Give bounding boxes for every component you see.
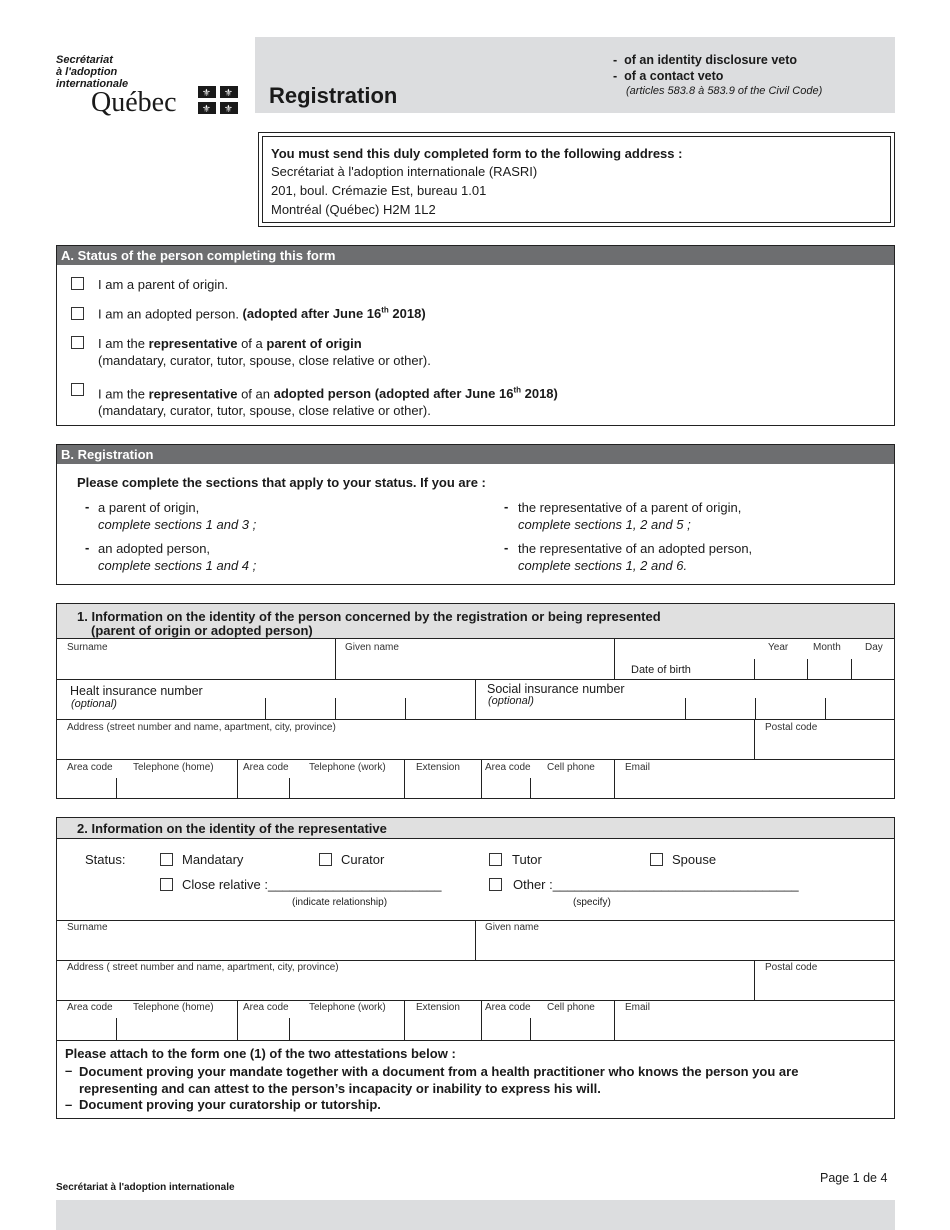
svg-text:⚜: ⚜ (224, 88, 233, 99)
extension-label: Extension (416, 762, 460, 773)
rep-surname-label: Surname (67, 922, 108, 933)
footer-bar (56, 1200, 895, 1230)
date-of-birth-label: Date of birth (631, 664, 691, 676)
rep-home-phone-field[interactable] (117, 1019, 236, 1039)
section-1-title (57, 604, 894, 639)
extension-field[interactable] (405, 779, 480, 798)
parent-of-origin-checkbox[interactable] (71, 277, 84, 290)
curator-checkbox[interactable] (319, 853, 332, 866)
address-intro: You must send this duly completed form to the following address : (271, 146, 683, 161)
work-area-code-field[interactable] (238, 779, 288, 798)
postal-code-label: Postal code (765, 722, 818, 733)
header-item-2: - of a contact veto (613, 69, 724, 83)
month-label: Month (813, 642, 841, 653)
area-code-label: Area code (243, 762, 289, 773)
other-checkbox[interactable] (489, 878, 502, 891)
rep-postal-code-field[interactable] (755, 974, 894, 999)
address-line-1: Secrétariat à l'adoption internationale (RASRI) (271, 164, 538, 179)
address-line-2: 201, boul. Crémazie Est, bureau 1.01 (271, 183, 487, 198)
rep-given-name-label: Given name (485, 922, 539, 933)
tutor-label: Tutor (512, 852, 542, 867)
section-b-item: a parent of origin, complete sections 1 and 3 ; (98, 500, 257, 532)
extension-label: Extension (416, 1002, 460, 1013)
telephone-work-label: Telephone (work) (309, 762, 386, 773)
curator-label: Curator (341, 852, 385, 867)
section-a-title: A. Status of the person completing this form (57, 246, 894, 265)
area-code-label: Area code (67, 762, 113, 773)
email-field[interactable] (615, 779, 894, 798)
email-label: Email (625, 762, 651, 773)
adopted-person-checkbox[interactable] (71, 307, 84, 320)
section-2-title (57, 818, 894, 839)
given-name-field[interactable] (336, 654, 613, 678)
area-code-label: Area code (485, 762, 531, 773)
section-b-intro: Please complete the sections that apply to your status. If you are : (77, 475, 486, 490)
section-2-title-text: 2. Information on the identity of the representative (77, 821, 387, 836)
section-b-bullet: - (85, 540, 90, 555)
cell-phone-label: Cell phone (547, 762, 595, 773)
mandatary-label: Mandatary (182, 852, 244, 867)
indicate-relationship-hint: (indicate relationship) (292, 897, 388, 908)
work-phone-field[interactable] (290, 779, 403, 798)
section-b-item: an adopted person, complete sections 1 and 4 ; (98, 541, 257, 573)
rep-extension-field[interactable] (405, 1019, 480, 1039)
sin-label: Social insurance number (487, 682, 625, 696)
section-1-title-line-2: (parent of origin or adopted person) (91, 623, 313, 638)
cell-phone-field[interactable] (531, 779, 613, 798)
page-number: Page 1 de 4 (820, 1171, 888, 1185)
section-b-item: the representative of an adopted person, complete sections 1, 2 and 6. (518, 541, 753, 573)
footer-org: Secrétariat à l'adoption internationale (56, 1182, 235, 1193)
area-code-label: Area code (243, 1002, 289, 1013)
close-relative-field[interactable]: Close relative :________________________ (182, 877, 442, 892)
home-area-code-field[interactable] (58, 779, 115, 798)
status-label: Status: (85, 852, 126, 867)
birth-year-field[interactable] (755, 660, 806, 679)
birth-month-field[interactable] (808, 660, 850, 679)
logo-line-3: internationale (56, 78, 129, 90)
section-2 (56, 817, 895, 1119)
rep-parent-checkbox[interactable] (71, 336, 84, 349)
rep-work-phone-field[interactable] (290, 1019, 403, 1039)
specify-hint: (specify) (573, 897, 611, 908)
rep-postal-code-label: Postal code (765, 962, 818, 973)
sin-optional: (optional) (488, 695, 534, 707)
spouse-checkbox[interactable] (650, 853, 663, 866)
logo-wordmark: Québec (91, 87, 177, 118)
close-relative-checkbox[interactable] (160, 878, 173, 891)
rep-adopted-label: I am the representative of an adopted person (adopted after June 16th 2018) (mandatary, curator, tutor, spouse, close relative or other). (98, 386, 558, 419)
sin-field[interactable] (686, 699, 894, 718)
health-insurance-label: Healt insurance number (70, 684, 203, 698)
birth-day-field[interactable] (852, 660, 894, 679)
section-b-item: the representative of a parent of origin, complete sections 1, 2 and 5 ; (518, 500, 742, 532)
section-1 (56, 603, 895, 799)
attach-item-2: Document proving your curatorship or tutorship. (79, 1097, 381, 1112)
logo-line-2: à l'adoption (56, 66, 118, 78)
year-label: Year (768, 642, 789, 653)
attach-dash: – (65, 1063, 73, 1078)
telephone-home-label: Telephone (home) (133, 1002, 214, 1013)
section-b-bullet: - (504, 499, 509, 514)
header-item-1: - of an identity disclosure veto (613, 53, 798, 67)
page-title: Registration (269, 83, 398, 108)
rep-adopted-checkbox[interactable] (71, 383, 84, 396)
telephone-home-label: Telephone (home) (133, 762, 214, 773)
header-articles: (articles 583.8 à 583.9 of the Civil Code) (626, 85, 823, 97)
attach-item-1: Document proving your mandate together with a document from a health practitioner who knows the person you are representing and can attest to the person’s incapacity or inability to express his will. (79, 1064, 799, 1096)
area-code-label: Area code (67, 1002, 113, 1013)
section-a (56, 245, 895, 426)
postal-code-field[interactable] (755, 734, 894, 758)
svg-text:⚜: ⚜ (224, 104, 233, 114)
surname-label: Surname (67, 642, 108, 653)
telephone-work-label: Telephone (work) (309, 1002, 386, 1013)
other-field[interactable]: Other :__________________________________ (513, 877, 799, 892)
rep-email-field[interactable] (615, 1019, 894, 1039)
parent-of-origin-label: I am a parent of origin. (98, 277, 229, 292)
mandatary-checkbox[interactable] (160, 853, 173, 866)
tutor-checkbox[interactable] (489, 853, 502, 866)
health-insurance-field[interactable] (266, 699, 474, 718)
quebec-flag-icon (198, 86, 238, 114)
section-1-title-line-1: 1. Information on the identity of the person concerned by the registration or being represented (77, 609, 661, 624)
svg-text:⚜: ⚜ (202, 104, 211, 114)
home-phone-field[interactable] (117, 779, 236, 798)
given-name-label: Given name (345, 642, 399, 653)
rep-surname-field[interactable] (58, 934, 474, 959)
cell-area-code-field[interactable] (482, 779, 529, 798)
attach-title: Please attach to the form one (1) of the two attestations below : (65, 1046, 456, 1061)
spouse-label: Spouse (672, 852, 717, 867)
address-line-3: Montréal (Québec) H2M 1L2 (271, 202, 436, 217)
health-insurance-optional: (optional) (71, 698, 117, 710)
email-label: Email (625, 1002, 651, 1013)
adopted-person-label: I am an adopted person. (adopted after June 16th 2018) (98, 306, 426, 322)
mailing-address-box (258, 132, 895, 227)
address-field[interactable] (58, 734, 753, 758)
section-b (56, 444, 895, 585)
logo-line-1: Secrétariat (56, 54, 113, 66)
rep-home-area-code-field[interactable] (58, 1019, 115, 1039)
surname-field[interactable] (58, 654, 334, 678)
rep-cell-area-code-field[interactable] (482, 1019, 529, 1039)
rep-cell-phone-field[interactable] (531, 1019, 613, 1039)
svg-text:⚜: ⚜ (202, 88, 211, 99)
rep-given-name-field[interactable] (476, 934, 894, 959)
cell-phone-label: Cell phone (547, 1002, 595, 1013)
area-code-label: Area code (485, 1002, 531, 1013)
rep-work-area-code-field[interactable] (238, 1019, 288, 1039)
section-b-bullet: - (85, 499, 90, 514)
header-bar (255, 37, 895, 113)
rep-address-label: Address ( street number and name, apartment, city, province) (67, 962, 339, 973)
attach-dash: – (65, 1097, 73, 1112)
rep-parent-label: I am the representative of a parent of origin (mandatary, curator, tutor, spouse, close relative or other). (98, 336, 431, 368)
section-b-bullet: - (504, 540, 509, 555)
section-b-title: B. Registration (57, 445, 894, 464)
rep-address-field[interactable] (58, 974, 753, 999)
logo (56, 54, 246, 124)
address-label: Address (street number and name, apartment, city, province) (67, 722, 336, 733)
day-label: Day (865, 642, 883, 653)
